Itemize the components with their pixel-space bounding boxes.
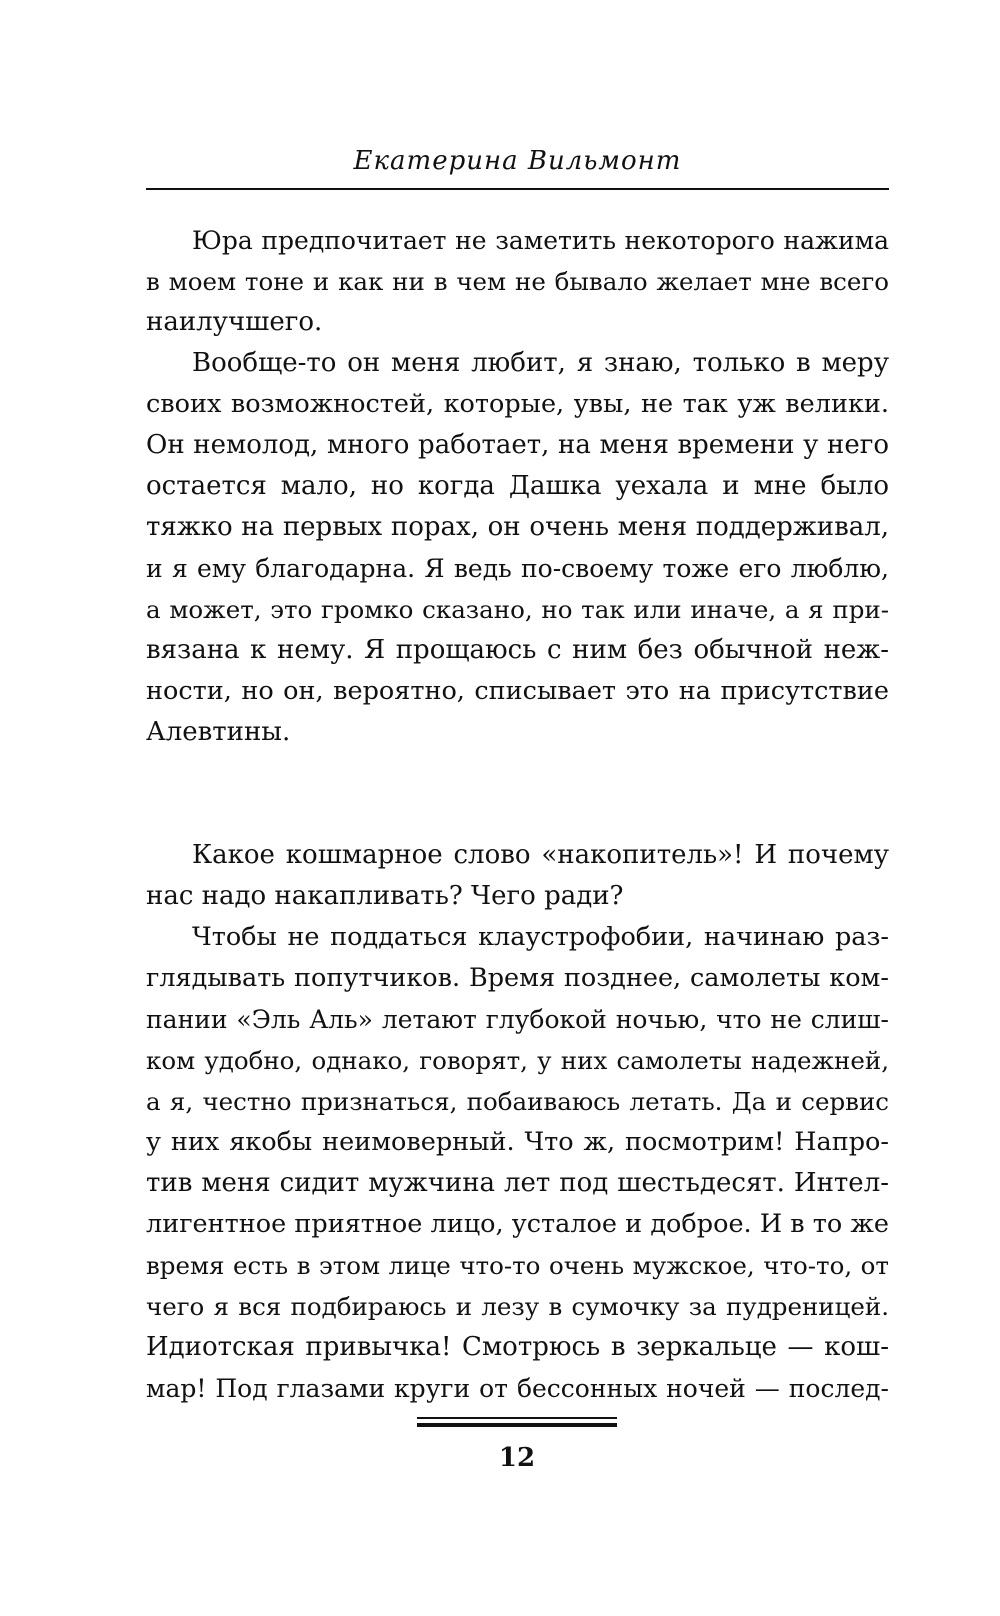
footer-rule-thick: [417, 1423, 617, 1427]
text-line: Вообще-то он меня любит, я знаю, только в меру: [192, 348, 889, 378]
paragraph: [146, 917, 889, 1409]
text-line: ности, но он, вероятно, списывает это на присутствие: [146, 676, 889, 706]
header-rule: [146, 188, 889, 190]
running-title: Екатерина Вильмонт: [353, 146, 682, 176]
text-line: в моем тоне и как ни в чем не бывало желает мне всего: [146, 267, 889, 296]
text-line: Он немолод, много работает, на меня времени у него: [146, 430, 889, 460]
text-line: Юра предпочитает не заметить некоторого нажима: [192, 226, 889, 255]
text-line: мар! Под глазами круги от бессонных ночей — послед-: [146, 1374, 889, 1403]
text-block-upper: [146, 220, 889, 753]
text-line: своих возможностей, которые, увы, не так уж велики.: [146, 389, 889, 419]
text-line: а может, это громко сказано, но так или иначе, а я при-: [146, 595, 889, 624]
text-line: глядывать попутчиков. Время позднее, самолеты ком-: [146, 963, 889, 993]
paragraph: [146, 835, 889, 917]
footer-rule-thin: [417, 1417, 617, 1419]
text-line: Алевтины.: [146, 717, 291, 747]
text-line: у них якобы неимоверный. Что ж, посмотрим! Напро-: [146, 1127, 889, 1157]
text-line: остается мало, но когда Дашка уехала и мне было: [146, 471, 889, 501]
text-line: Чтобы не поддаться клаустрофобии, начинаю раз-: [192, 922, 889, 952]
text-block-lower: [146, 835, 889, 1409]
paragraph: [146, 343, 889, 753]
text-line: нас надо накапливать? Чего ради?: [146, 881, 624, 911]
text-line: ком удобно, однако, говорят, у них самолеты надежней,: [146, 1046, 889, 1075]
text-line: время есть в этом лице что-то очень мужское, что-то, от: [146, 1251, 889, 1280]
text-line: вязана к нему. Я прощаюсь с ним без обычной неж-: [146, 635, 889, 665]
text-line: тяжко на первых порах, он очень меня поддерживал,: [146, 512, 889, 542]
text-line: и я ему благодарна. Я ведь по-своему тоже его люблю,: [146, 554, 889, 583]
footer-rule: [417, 1417, 617, 1427]
text-line: а я, честно признаться, побаиваюсь летать. Да и сервис: [146, 1087, 889, 1116]
text-line: Какое кошмарное слово «накопитель»! И почему: [192, 840, 889, 870]
text-line: тив меня сидит мужчина лет под шестьдесят. Интел-: [146, 1168, 889, 1198]
text-line: чего я вся подбираюсь и лезу в сумочку за пудреницей.: [146, 1292, 889, 1321]
text-line: наилучшего.: [146, 307, 323, 337]
text-line: лигентное приятное лицо, усталое и доброе. И в то же: [146, 1209, 889, 1239]
text-line: пании «Эль Аль» летают глубокой ночью, что не слиш-: [146, 1005, 889, 1034]
text-line: Идиотская привычка! Смотрюсь в зеркальце — кош-: [146, 1332, 889, 1362]
paragraph: [146, 220, 889, 343]
page-number: 12: [498, 1443, 536, 1473]
